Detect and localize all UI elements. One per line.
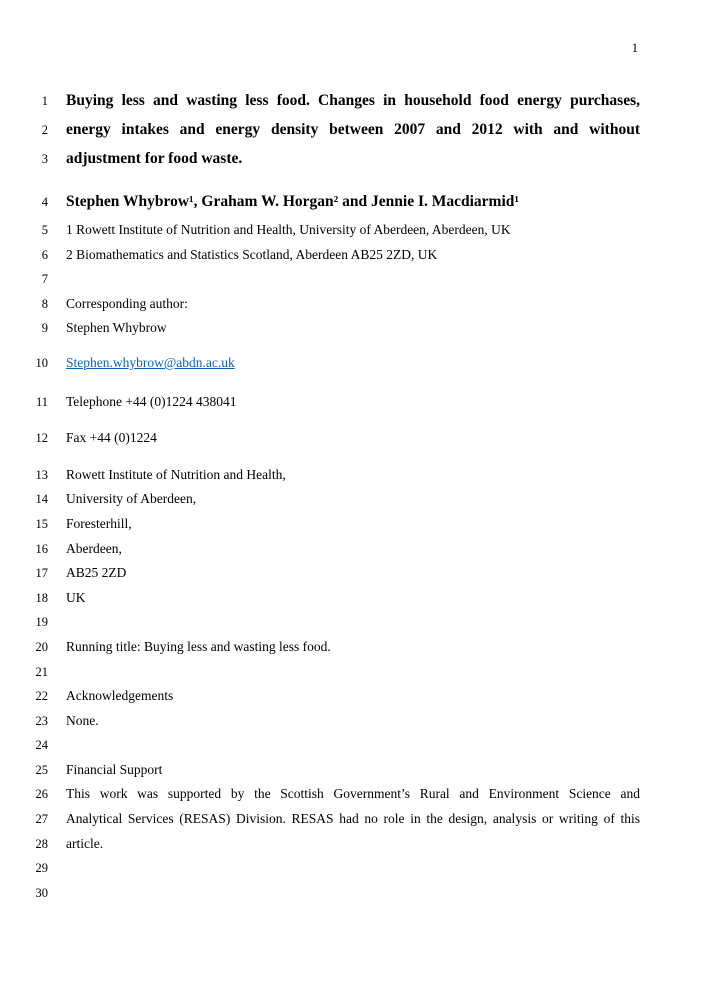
line-number: 20 (35, 639, 48, 654)
manuscript-line (0, 561, 640, 586)
manuscript-line (0, 267, 640, 292)
manuscript-line (0, 782, 640, 807)
line-number: 12 (35, 431, 48, 446)
line-number: 4 (41, 195, 48, 209)
address-text: Aberdeen, (66, 540, 122, 556)
line-number: 5 (41, 223, 48, 237)
address-text: AB25 2ZD (66, 565, 127, 581)
line-number: 26 (35, 787, 48, 802)
title-text: adjustment for food waste. (66, 150, 243, 167)
line-number: 1 (41, 94, 48, 108)
manuscript-line (0, 684, 640, 709)
line-number: 13 (35, 467, 48, 482)
line-number: 24 (35, 738, 48, 753)
manuscript-line (0, 610, 640, 635)
fax-text: Fax +44 (0)1224 (66, 430, 157, 446)
line-number: 18 (35, 590, 48, 605)
manuscript-line (0, 758, 640, 783)
line-number: 17 (35, 566, 48, 581)
line-number: 22 (35, 689, 48, 704)
manuscript-line (0, 537, 640, 562)
line-number: 21 (35, 664, 48, 679)
line-number: 16 (35, 541, 48, 556)
manuscript-line (0, 316, 640, 341)
acknowledgements-heading: Acknowledgements (66, 688, 174, 704)
title-text: Buying less and wasting less food. Changes in household food energy purchases, (66, 92, 640, 109)
financial-support-text: article. (66, 835, 104, 851)
manuscript-line (0, 390, 640, 415)
authors-text: Stephen Whybrow¹, Graham W. Horgan² and Jennie I. Macdiarmid¹ (66, 193, 520, 210)
manuscript-line (0, 115, 640, 144)
financial-support-text: This work was supported by the Scottish Government’s Rural and Environment Science and (66, 786, 640, 802)
manuscript-line (0, 292, 640, 317)
manuscript-line (0, 512, 640, 537)
manuscript-line (0, 487, 640, 512)
page-number: 1 (631, 41, 638, 55)
address-text: Foresterhill, (66, 515, 132, 531)
manuscript-line (0, 635, 640, 660)
acknowledgements-text: None. (66, 712, 99, 728)
financial-support-heading: Financial Support (66, 761, 163, 777)
manuscript-line (0, 807, 640, 832)
manuscript-line (0, 660, 640, 685)
line-number: 30 (35, 885, 48, 900)
line-number: 29 (35, 861, 48, 876)
line-number: 27 (35, 812, 48, 827)
manuscript-line (0, 426, 640, 451)
financial-support-text: Analytical Services (RESAS) Division. RESAS had no role in the design, analysis or writing of this (66, 811, 640, 827)
line-number: 10 (35, 355, 48, 370)
affiliation-text: 2 Biomathematics and Statistics Scotland, Aberdeen AB25 2ZD, UK (66, 246, 438, 262)
line-number: 28 (35, 836, 48, 851)
line-number: 7 (41, 272, 48, 287)
address-text: UK (66, 589, 86, 605)
manuscript-line (0, 832, 640, 857)
manuscript-body (0, 86, 640, 905)
manuscript-line (0, 187, 640, 216)
manuscript-line (0, 243, 640, 268)
manuscript-line (0, 709, 640, 734)
title-text: energy intakes and energy density between 2007 and 2012 with and without (66, 121, 640, 138)
line-number: 25 (35, 762, 48, 777)
line-text: Stephen Whybrow (66, 320, 167, 336)
manuscript-line (0, 351, 640, 376)
line-number: 9 (41, 321, 48, 336)
line-number: 14 (35, 492, 48, 507)
email-link[interactable]: Stephen.whybrow@abdn.ac.uk (66, 354, 235, 370)
line-number: 23 (35, 713, 48, 728)
affiliation-text: 1 Rowett Institute of Nutrition and Health, University of Aberdeen, Aberdeen, UK (66, 222, 511, 237)
line-number: 2 (41, 123, 48, 137)
line-number: 3 (41, 152, 48, 166)
line-number: 8 (41, 296, 48, 311)
line-number: 11 (35, 394, 48, 409)
address-text: Rowett Institute of Nutrition and Health, (66, 466, 286, 482)
line-number: 19 (35, 615, 48, 630)
address-text: University of Aberdeen, (66, 491, 197, 507)
manuscript-line (0, 86, 640, 115)
manuscript-line (0, 733, 640, 758)
manuscript-line (0, 463, 640, 488)
manuscript-line (0, 586, 640, 611)
running-title-text: Running title: Buying less and wasting less food. (66, 638, 331, 654)
telephone-text: Telephone +44 (0)1224 438041 (66, 393, 237, 409)
line-number: 6 (41, 247, 48, 262)
manuscript-line (0, 218, 640, 243)
manuscript-line (0, 144, 640, 173)
line-text: Corresponding author: (66, 295, 188, 311)
line-number: 15 (35, 516, 48, 531)
manuscript-line (0, 856, 640, 881)
manuscript-line (0, 881, 640, 906)
